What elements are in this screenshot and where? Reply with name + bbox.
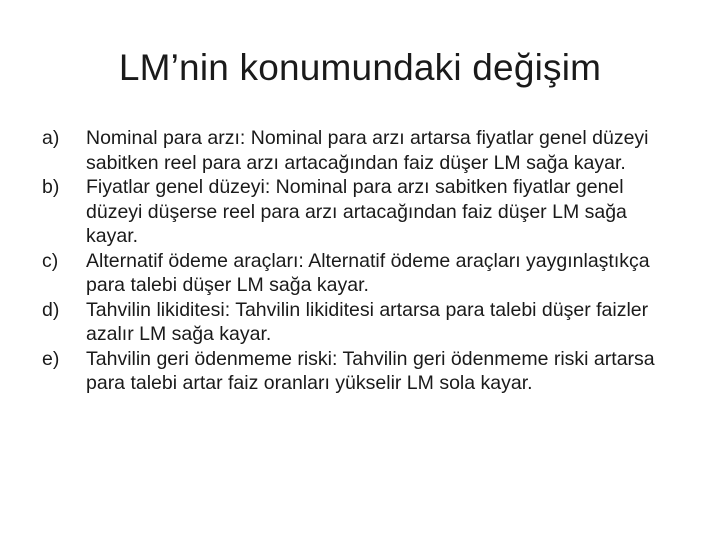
- list-item: [42, 347, 682, 396]
- list-item-text: Nominal para arzı: Nominal para arzı artarsa fiyatlar genel düzeyi sabitken reel para arzı artacağından faiz düşer LM sağa kayar.: [86, 127, 649, 174]
- list-item-text: Tahvilin likiditesi: Tahvilin likiditesi artarsa para talebi düşer faizler azalır LM sağa kayar.: [86, 298, 649, 345]
- list-marker: b): [42, 176, 60, 198]
- slide-title: LM’nin konumundaki değişim: [118, 47, 602, 88]
- list-marker: c): [42, 249, 59, 272]
- content-list: [42, 126, 682, 396]
- list-item: [42, 298, 682, 347]
- list-marker: a): [42, 127, 60, 149]
- list-item: [42, 249, 682, 298]
- list-marker: d): [42, 298, 60, 321]
- list-marker: e): [42, 347, 60, 370]
- list-item: [42, 126, 682, 175]
- list-item-text: Fiyatlar genel düzeyi: Nominal para arzı sabitken fiyatlar genel düzeyi düşerse reel para arzı artacağından faiz düşer LM sağa kayar.: [86, 176, 627, 247]
- list-item-text: Tahvilin geri ödenmeme riski: Tahvilin geri ödenmeme riski artarsa para talebi artar faiz oranları yükselir LM sola kayar.: [86, 347, 655, 394]
- list-item: [42, 175, 682, 249]
- list-item-text: Alternatif ödeme araçları: Alternatif ödeme araçları yaygınlaştıkça para talebi düşer LM sağa kayar.: [86, 249, 650, 296]
